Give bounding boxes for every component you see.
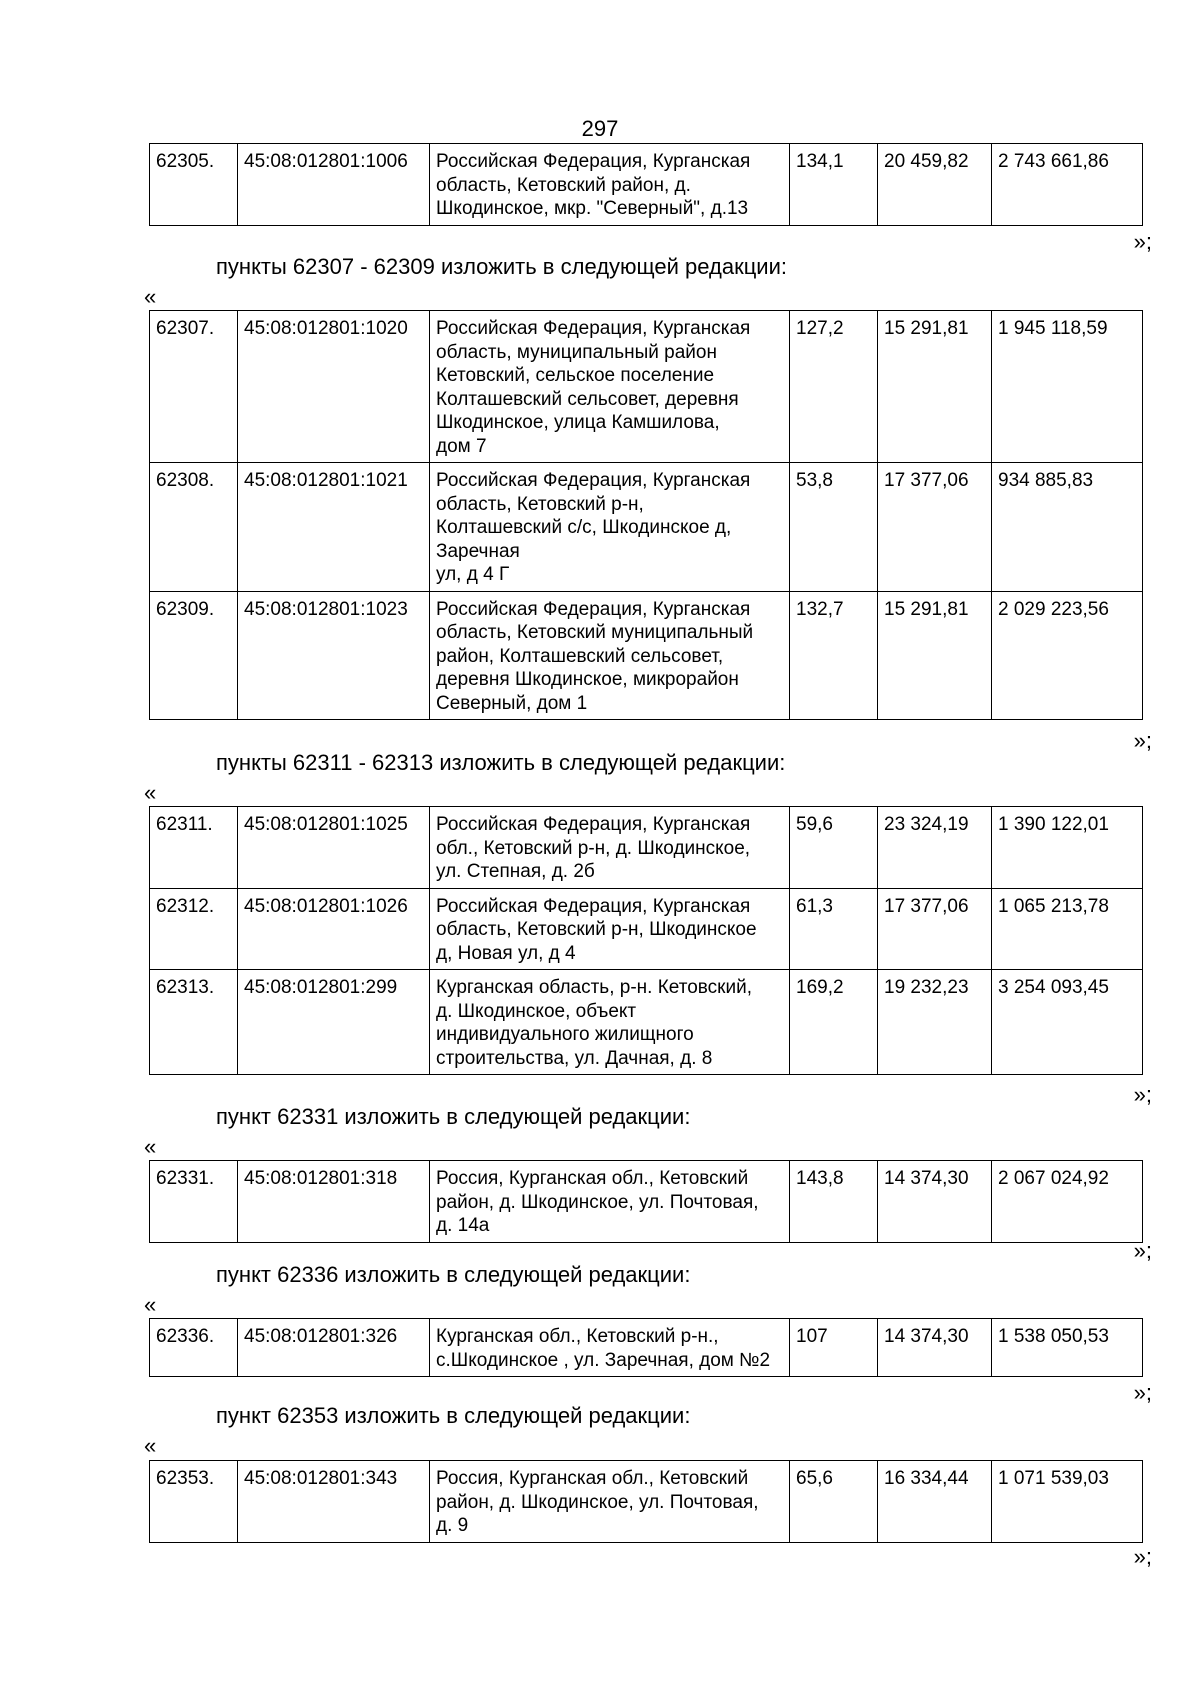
rate-cell: 17 377,06 — [878, 463, 992, 592]
area-cell: 127,2 — [790, 311, 878, 463]
section-heading: пункт 62353 изложить в следующей редакции: — [216, 1403, 691, 1428]
rate-cell: 17 377,06 — [878, 888, 992, 970]
item-number-cell: 62305. — [150, 144, 238, 226]
item-number-cell: 62331. — [150, 1161, 238, 1243]
item-number-cell: 62307. — [150, 311, 238, 463]
table-row — [150, 591, 1143, 720]
value-cell: 2 029 223,56 — [992, 591, 1143, 720]
section-heading: пункт 62331 изложить в следующей редакции: — [216, 1104, 691, 1129]
closing-quote: »; — [1133, 229, 1152, 254]
cadastral-number-cell: 45:08:012801:299 — [238, 970, 430, 1075]
area-cell: 132,7 — [790, 591, 878, 720]
section-heading: пункт 62336 изложить в следующей редакции: — [216, 1262, 691, 1287]
amendment-table — [149, 1460, 1143, 1543]
table-row — [150, 888, 1143, 970]
area-cell: 65,6 — [790, 1461, 878, 1543]
amendment-table — [149, 1318, 1143, 1377]
opening-quote: « — [144, 1292, 157, 1317]
table-row — [150, 970, 1143, 1075]
address-cell: Курганская обл., Кетовский р-н., с.Шкодинское , ул. Заречная, дом №2 — [430, 1319, 790, 1377]
cadastral-number-cell: 45:08:012801:1021 — [238, 463, 430, 592]
opening-quote: « — [144, 1134, 157, 1159]
area-cell: 107 — [790, 1319, 878, 1377]
closing-quote: »; — [1133, 1082, 1152, 1107]
area-cell: 134,1 — [790, 144, 878, 226]
rate-cell: 15 291,81 — [878, 591, 992, 720]
opening-quote: « — [144, 780, 157, 805]
item-number-cell: 62309. — [150, 591, 238, 720]
value-cell: 1 945 118,59 — [992, 311, 1143, 463]
table-row — [150, 144, 1143, 226]
amendment-table — [149, 310, 1143, 720]
cadastral-number-cell: 45:08:012801:343 — [238, 1461, 430, 1543]
cadastral-number-cell: 45:08:012801:1006 — [238, 144, 430, 226]
address-cell: Российская Федерация, Курганская область, Кетовский р-н, Шкодинское д, Новая ул, д 4 — [430, 888, 790, 970]
address-cell: Курганская область, р-н. Кетовский, д. Шкодинское, объект индивидуального жилищного строительства, ул. Дачная, д. 8 — [430, 970, 790, 1075]
item-number-cell: 62353. — [150, 1461, 238, 1543]
area-cell: 59,6 — [790, 807, 878, 889]
address-cell: Российская Федерация, Курганская обл., Кетовский р-н, д. Шкодинское, ул. Степная, д. 2б — [430, 807, 790, 889]
cadastral-number-cell: 45:08:012801:318 — [238, 1161, 430, 1243]
closing-quote: »; — [1133, 1544, 1152, 1569]
rate-cell: 14 374,30 — [878, 1319, 992, 1377]
area-cell: 53,8 — [790, 463, 878, 592]
section-heading: пункты 62307 - 62309 изложить в следующей редакции: — [216, 254, 788, 279]
amendment-table — [149, 1160, 1143, 1243]
closing-quote: »; — [1133, 1380, 1152, 1405]
rate-cell: 23 324,19 — [878, 807, 992, 889]
amendment-table — [149, 143, 1143, 226]
item-number-cell: 62313. — [150, 970, 238, 1075]
cadastral-number-cell: 45:08:012801:1023 — [238, 591, 430, 720]
rate-cell: 16 334,44 — [878, 1461, 992, 1543]
value-cell: 3 254 093,45 — [992, 970, 1143, 1075]
closing-quote: »; — [1133, 1238, 1152, 1263]
table-row — [150, 1461, 1143, 1543]
address-cell: Российская Федерация, Курганская область, Кетовский муниципальный район, Колташевский сельсовет, деревня Шкодинское, микрорайон Северный, дом 1 — [430, 591, 790, 720]
rate-cell: 20 459,82 — [878, 144, 992, 226]
table-row — [150, 1161, 1143, 1243]
rate-cell: 14 374,30 — [878, 1161, 992, 1243]
section-heading: пункты 62311 - 62313 изложить в следующей редакции: — [216, 750, 786, 775]
item-number-cell: 62336. — [150, 1319, 238, 1377]
opening-quote: « — [144, 284, 157, 309]
table-row — [150, 463, 1143, 592]
area-cell: 169,2 — [790, 970, 878, 1075]
amendment-table — [149, 806, 1143, 1075]
item-number-cell: 62308. — [150, 463, 238, 592]
item-number-cell: 62312. — [150, 888, 238, 970]
area-cell: 143,8 — [790, 1161, 878, 1243]
value-cell: 1 065 213,78 — [992, 888, 1143, 970]
cadastral-number-cell: 45:08:012801:326 — [238, 1319, 430, 1377]
area-cell: 61,3 — [790, 888, 878, 970]
value-cell: 1 390 122,01 — [992, 807, 1143, 889]
item-number-cell: 62311. — [150, 807, 238, 889]
address-cell: Российская Федерация, Курганская область, муниципальный район Кетовский, сельское поселение Колташевский сельсовет, деревня Шкодинское, улица Камшилова, дом 7 — [430, 311, 790, 463]
rate-cell: 15 291,81 — [878, 311, 992, 463]
value-cell: 1 071 539,03 — [992, 1461, 1143, 1543]
table-row — [150, 1319, 1143, 1377]
address-cell: Российская Федерация, Курганская область, Кетовский район, д. Шкодинское, мкр. "Северный", д.13 — [430, 144, 790, 226]
value-cell: 2 743 661,86 — [992, 144, 1143, 226]
address-cell: Россия, Курганская обл., Кетовский район, д. Шкодинское, ул. Почтовая, д. 9 — [430, 1461, 790, 1543]
address-cell: Российская Федерация, Курганская область, Кетовский р-н, Колташевский с/с, Шкодинское д, Заречная ул, д 4 Г — [430, 463, 790, 592]
cadastral-number-cell: 45:08:012801:1020 — [238, 311, 430, 463]
opening-quote: « — [144, 1433, 157, 1458]
table-row — [150, 807, 1143, 889]
value-cell: 2 067 024,92 — [992, 1161, 1143, 1243]
closing-quote: »; — [1133, 728, 1152, 753]
value-cell: 934 885,83 — [992, 463, 1143, 592]
value-cell: 1 538 050,53 — [992, 1319, 1143, 1377]
cadastral-number-cell: 45:08:012801:1026 — [238, 888, 430, 970]
cadastral-number-cell: 45:08:012801:1025 — [238, 807, 430, 889]
rate-cell: 19 232,23 — [878, 970, 992, 1075]
table-row — [150, 311, 1143, 463]
address-cell: Россия, Курганская обл., Кетовский район, д. Шкодинское, ул. Почтовая, д. 14а — [430, 1161, 790, 1243]
page-number: 297 — [581, 116, 619, 141]
